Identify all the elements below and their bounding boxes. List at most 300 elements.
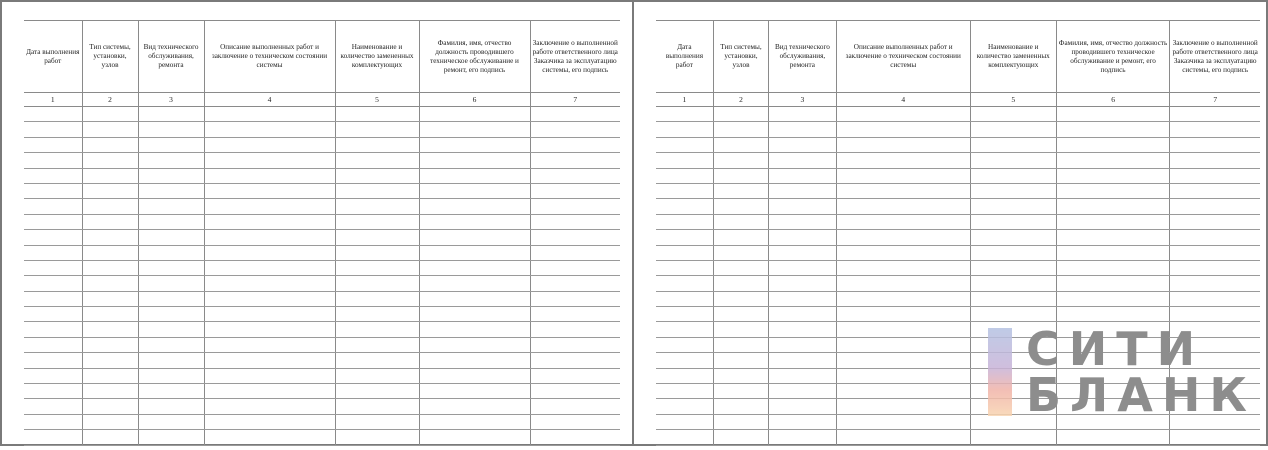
table-cell — [1056, 153, 1170, 168]
table-cell — [419, 399, 530, 414]
table-cell — [970, 260, 1056, 275]
table-cell — [970, 276, 1056, 291]
table-cell — [769, 368, 837, 383]
table-cell — [1056, 199, 1170, 214]
table-cell — [1170, 137, 1260, 152]
table-cell — [419, 122, 530, 137]
table-cell — [82, 368, 138, 383]
table-cell — [138, 399, 204, 414]
table-cell — [24, 199, 82, 214]
table-cell — [656, 276, 713, 291]
table-cell — [138, 430, 204, 445]
table-cell — [138, 245, 204, 260]
table-cell — [656, 168, 713, 183]
table-cell — [530, 214, 620, 229]
table-cell — [204, 153, 335, 168]
table-row — [656, 430, 1260, 445]
table-cell — [836, 337, 970, 352]
column-number: 7 — [1170, 93, 1260, 107]
table-cell — [656, 322, 713, 337]
table-cell — [769, 122, 837, 137]
table-row — [24, 183, 620, 198]
table-row — [24, 230, 620, 245]
table-cell — [656, 430, 713, 445]
table-row — [24, 399, 620, 414]
table-cell — [713, 214, 768, 229]
header-work-description: Описание выполненных работ и заключение о техническом состоянии системы — [204, 21, 335, 93]
table-cell — [204, 414, 335, 429]
table-cell — [769, 430, 837, 445]
table-cell — [1056, 291, 1170, 306]
table-cell — [656, 384, 713, 399]
table-cell — [1170, 214, 1260, 229]
table-cell — [204, 399, 335, 414]
table-cell — [836, 430, 970, 445]
maintenance-log-table-left — [24, 20, 620, 446]
table-row — [24, 384, 620, 399]
table-cell — [24, 276, 82, 291]
table-cell — [836, 399, 970, 414]
table-cell — [713, 122, 768, 137]
table-cell — [24, 384, 82, 399]
header-service-type: Вид технического обслуживания, ремонта — [138, 21, 204, 93]
table-cell — [769, 276, 837, 291]
table-cell — [713, 183, 768, 198]
table-cell — [82, 230, 138, 245]
table-cell — [769, 307, 837, 322]
table-cell — [1056, 230, 1170, 245]
table-cell — [836, 384, 970, 399]
header-customer-conclusion: Заключение о выполненной работе ответственного лица Заказчика за эксплуатацию системы, его подпись — [1170, 21, 1260, 93]
table-cell — [82, 199, 138, 214]
table-cell — [204, 168, 335, 183]
table-cell — [24, 399, 82, 414]
table-cell — [713, 168, 768, 183]
watermark-gradient-bar — [988, 328, 1012, 416]
table-cell — [1170, 276, 1260, 291]
table-cell — [713, 399, 768, 414]
table-cell — [82, 137, 138, 152]
table-cell — [1170, 260, 1260, 275]
table-cell — [713, 384, 768, 399]
table-cell — [204, 183, 335, 198]
table-cell — [138, 137, 204, 152]
table-cell — [970, 230, 1056, 245]
table-row — [656, 183, 1260, 198]
table-row — [24, 414, 620, 429]
table-cell — [419, 430, 530, 445]
table-cell — [1056, 276, 1170, 291]
table-cell — [82, 291, 138, 306]
table-cell — [204, 214, 335, 229]
table-cell — [335, 122, 419, 137]
header-service-type: Вид технического обслуживания, ремонта — [769, 21, 837, 93]
table-cell — [82, 153, 138, 168]
table-cell — [970, 137, 1056, 152]
table-cell — [204, 137, 335, 152]
table-cell — [138, 368, 204, 383]
table-cell — [1170, 122, 1260, 137]
table-cell — [335, 230, 419, 245]
column-number: 6 — [1056, 93, 1170, 107]
table-cell — [769, 107, 837, 122]
table-cell — [82, 245, 138, 260]
table-cell — [138, 168, 204, 183]
table-cell — [24, 430, 82, 445]
table-cell — [204, 260, 335, 275]
table-cell — [530, 384, 620, 399]
table-cell — [713, 137, 768, 152]
table-cell — [138, 214, 204, 229]
table-cell — [24, 245, 82, 260]
table-cell — [1056, 168, 1170, 183]
table-cell — [138, 122, 204, 137]
table-cell — [24, 368, 82, 383]
table-cell — [138, 230, 204, 245]
table-cell — [530, 322, 620, 337]
table-cell — [713, 107, 768, 122]
table-cell — [335, 183, 419, 198]
column-number: 3 — [769, 93, 837, 107]
table-cell — [713, 260, 768, 275]
table-cell — [769, 260, 837, 275]
table-cell — [82, 384, 138, 399]
table-cell — [419, 214, 530, 229]
table-cell — [530, 291, 620, 306]
table-cell — [530, 399, 620, 414]
table-cell — [419, 337, 530, 352]
table-cell — [769, 183, 837, 198]
table-cell — [713, 337, 768, 352]
header-replaced-parts: Наименование и количество замененных комплектующих — [335, 21, 419, 93]
table-cell — [530, 107, 620, 122]
table-cell — [335, 414, 419, 429]
table-cell — [335, 276, 419, 291]
table-cell — [335, 353, 419, 368]
table-cell — [138, 307, 204, 322]
table-cell — [836, 368, 970, 383]
table-cell — [419, 153, 530, 168]
column-number: 4 — [204, 93, 335, 107]
table-cell — [970, 122, 1056, 137]
table-cell — [82, 168, 138, 183]
table-cell — [335, 153, 419, 168]
citiblank-watermark — [988, 322, 1256, 422]
table-cell — [769, 399, 837, 414]
table-cell — [419, 230, 530, 245]
table-cell — [335, 368, 419, 383]
table-cell — [1056, 307, 1170, 322]
table-cell — [970, 214, 1056, 229]
table-cell — [335, 384, 419, 399]
table-cell — [24, 122, 82, 137]
header-system-type: Тип системы, установки, узлов — [713, 21, 768, 93]
table-cell — [656, 183, 713, 198]
table-cell — [138, 414, 204, 429]
table-cell — [419, 368, 530, 383]
header-replaced-parts: Наименование и количество замененных комплектующих — [970, 21, 1056, 93]
table-cell — [656, 414, 713, 429]
table-cell — [970, 307, 1056, 322]
table-cell — [204, 122, 335, 137]
table-cell — [24, 291, 82, 306]
table-row — [24, 245, 620, 260]
table-cell — [138, 322, 204, 337]
table-row — [24, 107, 620, 122]
table-cell — [138, 183, 204, 198]
table-cell — [419, 137, 530, 152]
table-cell — [1170, 230, 1260, 245]
table-cell — [204, 276, 335, 291]
table-cell — [1056, 214, 1170, 229]
table-cell — [82, 107, 138, 122]
table-cell — [1170, 245, 1260, 260]
table-cell — [713, 291, 768, 306]
table-cell — [1056, 137, 1170, 152]
left-page — [0, 0, 634, 446]
table-row — [656, 230, 1260, 245]
table-cell — [1170, 168, 1260, 183]
table-cell — [836, 322, 970, 337]
table-cell — [769, 214, 837, 229]
table-cell — [713, 230, 768, 245]
table-cell — [530, 245, 620, 260]
table-cell — [419, 414, 530, 429]
table-cell — [656, 153, 713, 168]
table-cell — [970, 245, 1056, 260]
table-cell — [24, 153, 82, 168]
table-cell — [335, 107, 419, 122]
table-row — [24, 337, 620, 352]
table-cell — [769, 322, 837, 337]
table-cell — [204, 322, 335, 337]
table-cell — [656, 107, 713, 122]
table-cell — [24, 183, 82, 198]
table-cell — [1056, 107, 1170, 122]
table-cell — [530, 230, 620, 245]
table-cell — [419, 245, 530, 260]
table-cell — [970, 199, 1056, 214]
table-cell — [1056, 245, 1170, 260]
table-row — [24, 260, 620, 275]
table-row — [656, 107, 1260, 122]
table-cell — [204, 199, 335, 214]
table-cell — [204, 368, 335, 383]
table-cell — [769, 199, 837, 214]
column-number: 2 — [713, 93, 768, 107]
table-cell — [836, 199, 970, 214]
table-cell — [836, 153, 970, 168]
table-cell — [82, 337, 138, 352]
table-cell — [970, 430, 1056, 445]
table-cell — [204, 384, 335, 399]
table-cell — [82, 122, 138, 137]
table-row — [24, 199, 620, 214]
table-cell — [138, 199, 204, 214]
table-cell — [769, 353, 837, 368]
table-cell — [1056, 122, 1170, 137]
table-cell — [769, 137, 837, 152]
table-cell — [713, 322, 768, 337]
watermark-line-1: СИТИ — [1026, 322, 1205, 376]
table-cell — [335, 291, 419, 306]
table-cell — [713, 414, 768, 429]
table-row — [24, 430, 620, 445]
table-cell — [82, 183, 138, 198]
table-cell — [530, 153, 620, 168]
table-row — [656, 245, 1260, 260]
table-cell — [656, 137, 713, 152]
table-cell — [24, 230, 82, 245]
table-cell — [419, 353, 530, 368]
table-cell — [836, 168, 970, 183]
table-row — [656, 276, 1260, 291]
table-cell — [656, 368, 713, 383]
table-cell — [836, 183, 970, 198]
table-cell — [335, 137, 419, 152]
table-cell — [530, 307, 620, 322]
table-cell — [836, 245, 970, 260]
table-cell — [836, 414, 970, 429]
table-cell — [970, 153, 1056, 168]
table-cell — [1170, 199, 1260, 214]
table-row — [656, 307, 1260, 322]
table-cell — [713, 353, 768, 368]
table-cell — [656, 199, 713, 214]
header-system-type: Тип системы, установки, узлов — [82, 21, 138, 93]
table-cell — [530, 137, 620, 152]
table-cell — [24, 214, 82, 229]
table-cell — [656, 353, 713, 368]
table-cell — [530, 337, 620, 352]
table-cell — [335, 322, 419, 337]
table-cell — [970, 183, 1056, 198]
table-cell — [713, 368, 768, 383]
table-cell — [419, 107, 530, 122]
table-cell — [138, 276, 204, 291]
table-row — [24, 368, 620, 383]
table-row — [24, 322, 620, 337]
table-cell — [335, 214, 419, 229]
log-body-left — [24, 107, 620, 446]
table-cell — [82, 307, 138, 322]
table-cell — [335, 307, 419, 322]
table-cell — [24, 337, 82, 352]
table-cell — [419, 260, 530, 275]
column-number: 3 — [138, 93, 204, 107]
table-cell — [24, 414, 82, 429]
header-work-description: Описание выполненных работ и заключение о техническом состоянии системы — [836, 21, 970, 93]
table-cell — [713, 276, 768, 291]
table-cell — [204, 337, 335, 352]
table-cell — [769, 168, 837, 183]
table-cell — [82, 430, 138, 445]
table-cell — [335, 245, 419, 260]
header-technician: Фамилия, имя, отчество должность проводившего техническое обслуживание и ремонт, его подпись — [1056, 21, 1170, 93]
table-cell — [1170, 291, 1260, 306]
table-cell — [656, 260, 713, 275]
table-cell — [836, 214, 970, 229]
table-cell — [530, 183, 620, 198]
table-cell — [769, 291, 837, 306]
table-cell — [656, 214, 713, 229]
table-row — [656, 122, 1260, 137]
table-cell — [138, 353, 204, 368]
table-cell — [656, 291, 713, 306]
table-cell — [138, 291, 204, 306]
table-cell — [656, 122, 713, 137]
table-row — [24, 291, 620, 306]
column-number: 6 — [419, 93, 530, 107]
table-cell — [1170, 430, 1260, 445]
table-cell — [204, 107, 335, 122]
table-cell — [204, 430, 335, 445]
column-number: 5 — [335, 93, 419, 107]
table-cell — [24, 260, 82, 275]
table-row — [24, 137, 620, 152]
table-cell — [530, 353, 620, 368]
table-row — [656, 153, 1260, 168]
table-cell — [836, 230, 970, 245]
table-cell — [419, 276, 530, 291]
table-cell — [204, 245, 335, 260]
table-cell — [530, 260, 620, 275]
table-row — [24, 153, 620, 168]
table-row — [656, 168, 1260, 183]
table-cell — [419, 199, 530, 214]
table-row — [24, 276, 620, 291]
table-cell — [24, 137, 82, 152]
table-row — [24, 214, 620, 229]
table-cell — [836, 353, 970, 368]
table-cell — [24, 322, 82, 337]
table-cell — [419, 384, 530, 399]
table-cell — [24, 353, 82, 368]
table-cell — [836, 107, 970, 122]
table-cell — [82, 399, 138, 414]
table-cell — [138, 337, 204, 352]
table-cell — [530, 168, 620, 183]
table-cell — [530, 276, 620, 291]
table-cell — [138, 153, 204, 168]
table-cell — [836, 307, 970, 322]
table-row — [24, 353, 620, 368]
table-cell — [1170, 183, 1260, 198]
header-customer-conclusion: Заключение о выполненной работе ответственного лица Заказчика за эксплуатацию системы, его подпись — [530, 21, 620, 93]
table-cell — [713, 307, 768, 322]
table-cell — [836, 122, 970, 137]
table-cell — [769, 414, 837, 429]
table-cell — [836, 291, 970, 306]
table-cell — [769, 337, 837, 352]
table-row — [656, 260, 1260, 275]
table-cell — [769, 153, 837, 168]
table-cell — [335, 430, 419, 445]
column-number: 1 — [24, 93, 82, 107]
column-number: 1 — [656, 93, 713, 107]
table-cell — [530, 199, 620, 214]
table-row — [656, 291, 1260, 306]
table-cell — [204, 230, 335, 245]
table-row — [24, 307, 620, 322]
table-cell — [970, 107, 1056, 122]
table-cell — [713, 199, 768, 214]
table-cell — [970, 291, 1056, 306]
table-row — [656, 137, 1260, 152]
table-cell — [970, 168, 1056, 183]
table-row — [656, 199, 1260, 214]
column-number: 4 — [836, 93, 970, 107]
